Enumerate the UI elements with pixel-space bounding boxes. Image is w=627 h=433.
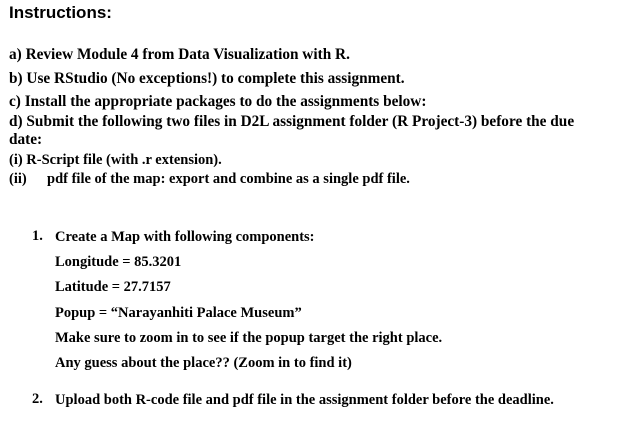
task-1-number: 1. [32, 228, 43, 244]
sub-instruction-ii [9, 170, 410, 188]
instruction-d-line1: d) Submit the following two files in D2L assignment folder (R Project-3) before the due [9, 113, 575, 130]
instruction-d-line2: date: [9, 131, 43, 148]
task-1-latitude: Latitude = 27.7157 [55, 279, 171, 295]
task-1-longitude: Longitude = 85.3201 [55, 254, 182, 270]
sub-instruction-i: (i) R-Script file (with .r extension). [9, 152, 222, 168]
instruction-a: a) Review Module 4 from Data Visualization with R. [9, 46, 350, 63]
instruction-c: c) Install the appropriate packages to do the assignments below: [9, 93, 427, 110]
task-1-zoom-note: Make sure to zoom in to see if the popup target the right place. [55, 330, 443, 346]
task-2-number: 2. [32, 391, 43, 407]
task-1-heading: Create a Map with following components: [55, 229, 315, 245]
instruction-b: b) Use RStudio (No exceptions!) to complete this assignment. [9, 70, 405, 87]
task-1-popup: Popup = “Narayanhiti Palace Museum” [55, 305, 302, 321]
page-title: Instructions: [9, 3, 112, 22]
sub-instruction-ii-marker: (ii) [9, 171, 27, 187]
task-2-text: Upload both R-code file and pdf file in the assignment folder before the deadline. [55, 392, 554, 408]
task-1-guess-note: Any guess about the place?? (Zoom in to find it) [55, 355, 352, 371]
sub-instruction-ii-text: pdf file of the map: export and combine as a single pdf file. [47, 171, 410, 187]
